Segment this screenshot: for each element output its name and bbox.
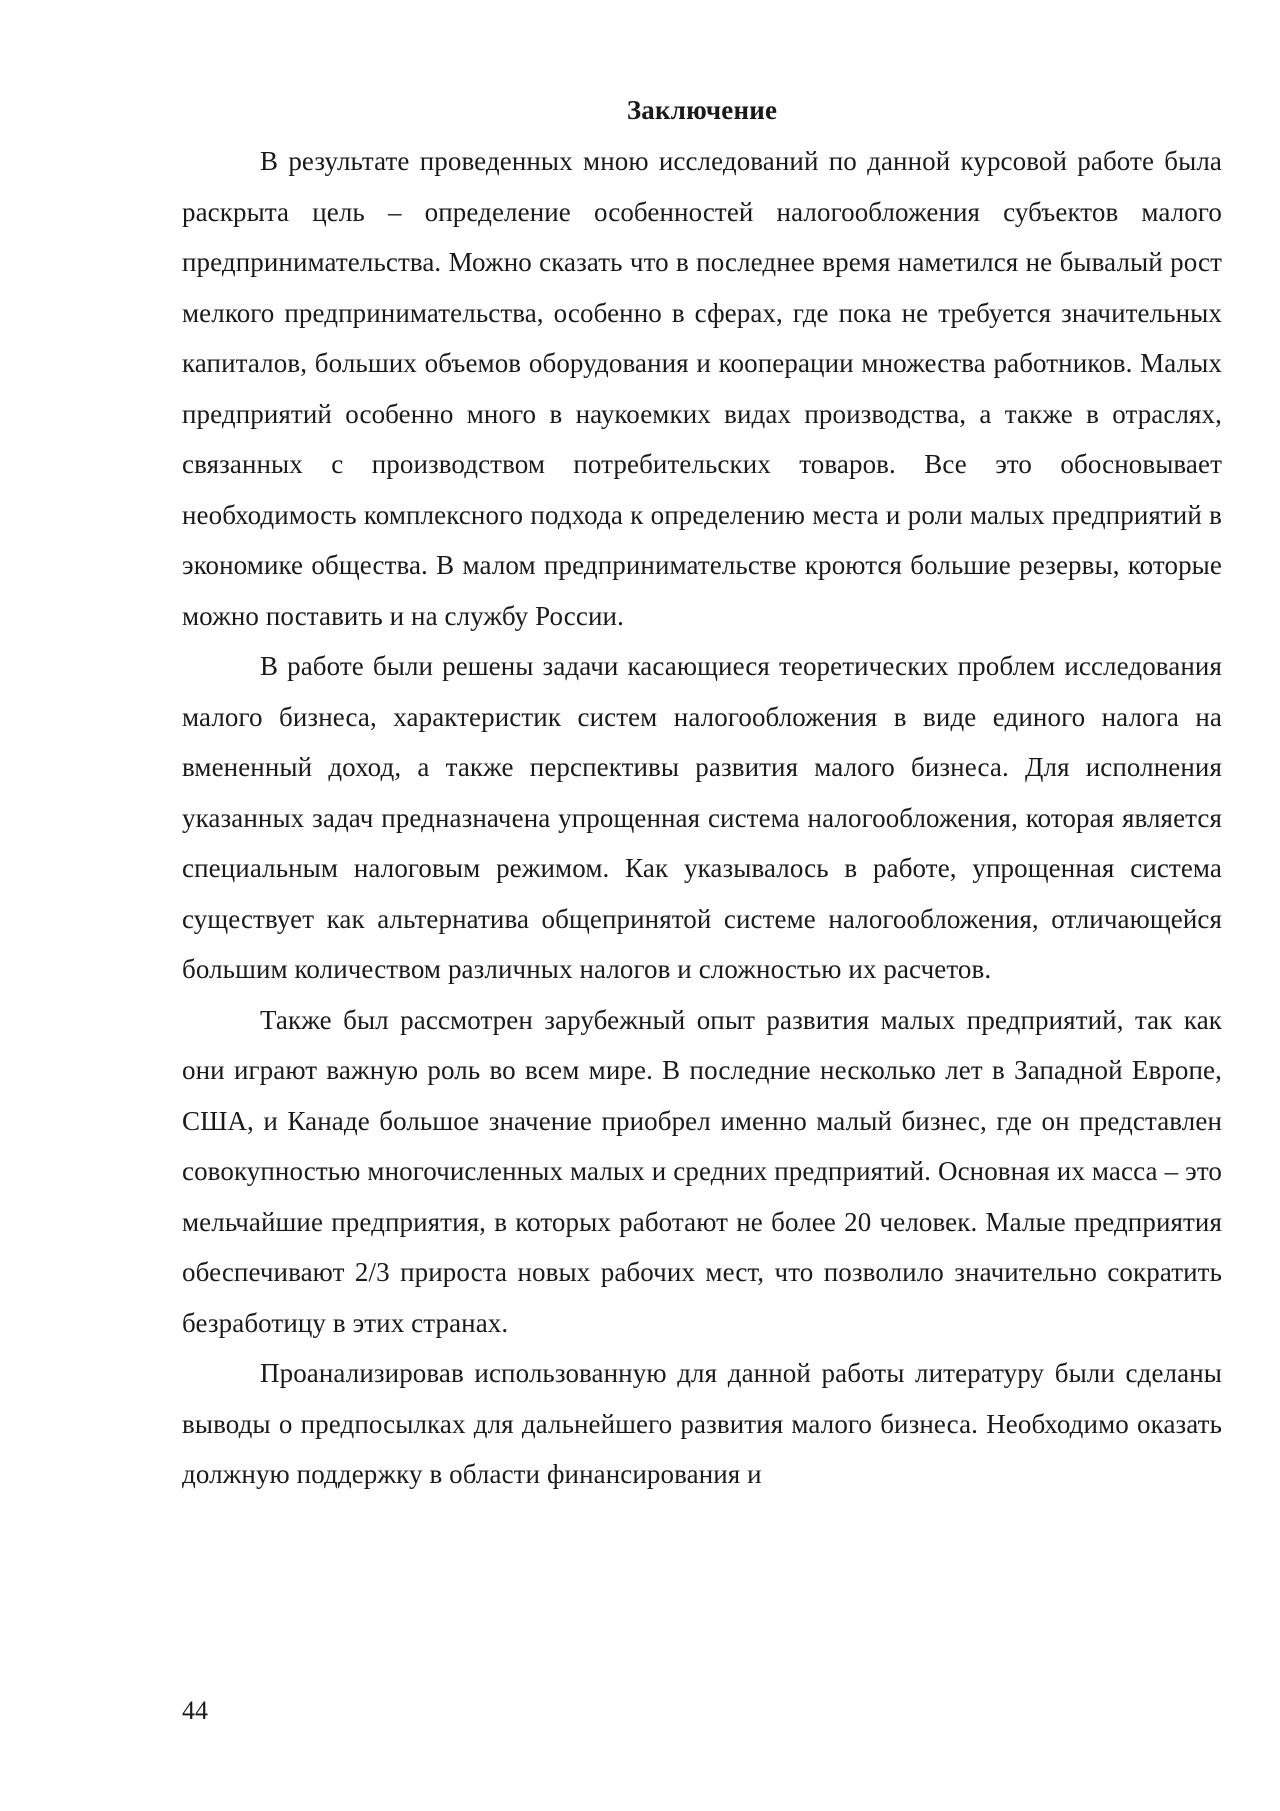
paragraph-3: Также был рассмотрен зарубежный опыт развития малых предприятий, так как они играют важную роль во всем мире. В последние несколько лет в Западной Европе, США, и Канаде большое значение приобрел именно малый бизнес, где он представлен совокупностью многочисленных малых и средних предприятий. Основная их масса – это мельчайшие предприятия, в которых работают не более 20 человек. Малые предприятия обеспечивают 2/3 прироста новых рабочих мест, что позволило значительно сократить безработицу в этих странах. (182, 1004, 1222, 1338)
page-number: 44 (182, 1696, 208, 1725)
section-title: Заключение (626, 95, 778, 125)
paragraph-1: В результате проведенных мною исследований по данной курсовой работе была раскрыта цель – определение особенностей налогообложения субъектов малого предпринимательства. Можно сказать что в последнее время наметился не бывалый рост мелкого предпринимательства, особенно в сферах, где пока не требуется значительных капиталов, больших объемов оборудования и кооперации множества работников. Малых предприятий особенно много в наукоемких видах производства, а также в отраслях, связанных с производством потребительских товаров. Все это обосновывает необходимость комплексного подхода к определению места и роли малых предприятий в экономике общества. В малом предпринимательстве кроются большие резервы, которые можно поставить и на службу России. (182, 146, 1222, 631)
document-page (182, 88, 1222, 1500)
paragraph-4: Проанализировав использованную для данной работы литературу были сделаны выводы о предпосылках для дальнейшего развития малого бизнеса. Необходимо оказать должную поддержку в области финансирования и (182, 1358, 1222, 1489)
paragraph-2: В работе были решены задачи касающиеся теоретических проблем исследования малого бизнеса, характеристик систем налогообложения в виде единого налога на вмененный доход, а также перспективы развития малого бизнеса. Для исполнения указанных задач предназначена упрощенная система налогообложения, которая является специальным налоговым режимом. Как указывалось в работе, упрощенная система существует как альтернатива общепринятой системе налогообложения, отличающейся большим количеством различных налогов и сложностью их расчетов. (182, 651, 1222, 984)
